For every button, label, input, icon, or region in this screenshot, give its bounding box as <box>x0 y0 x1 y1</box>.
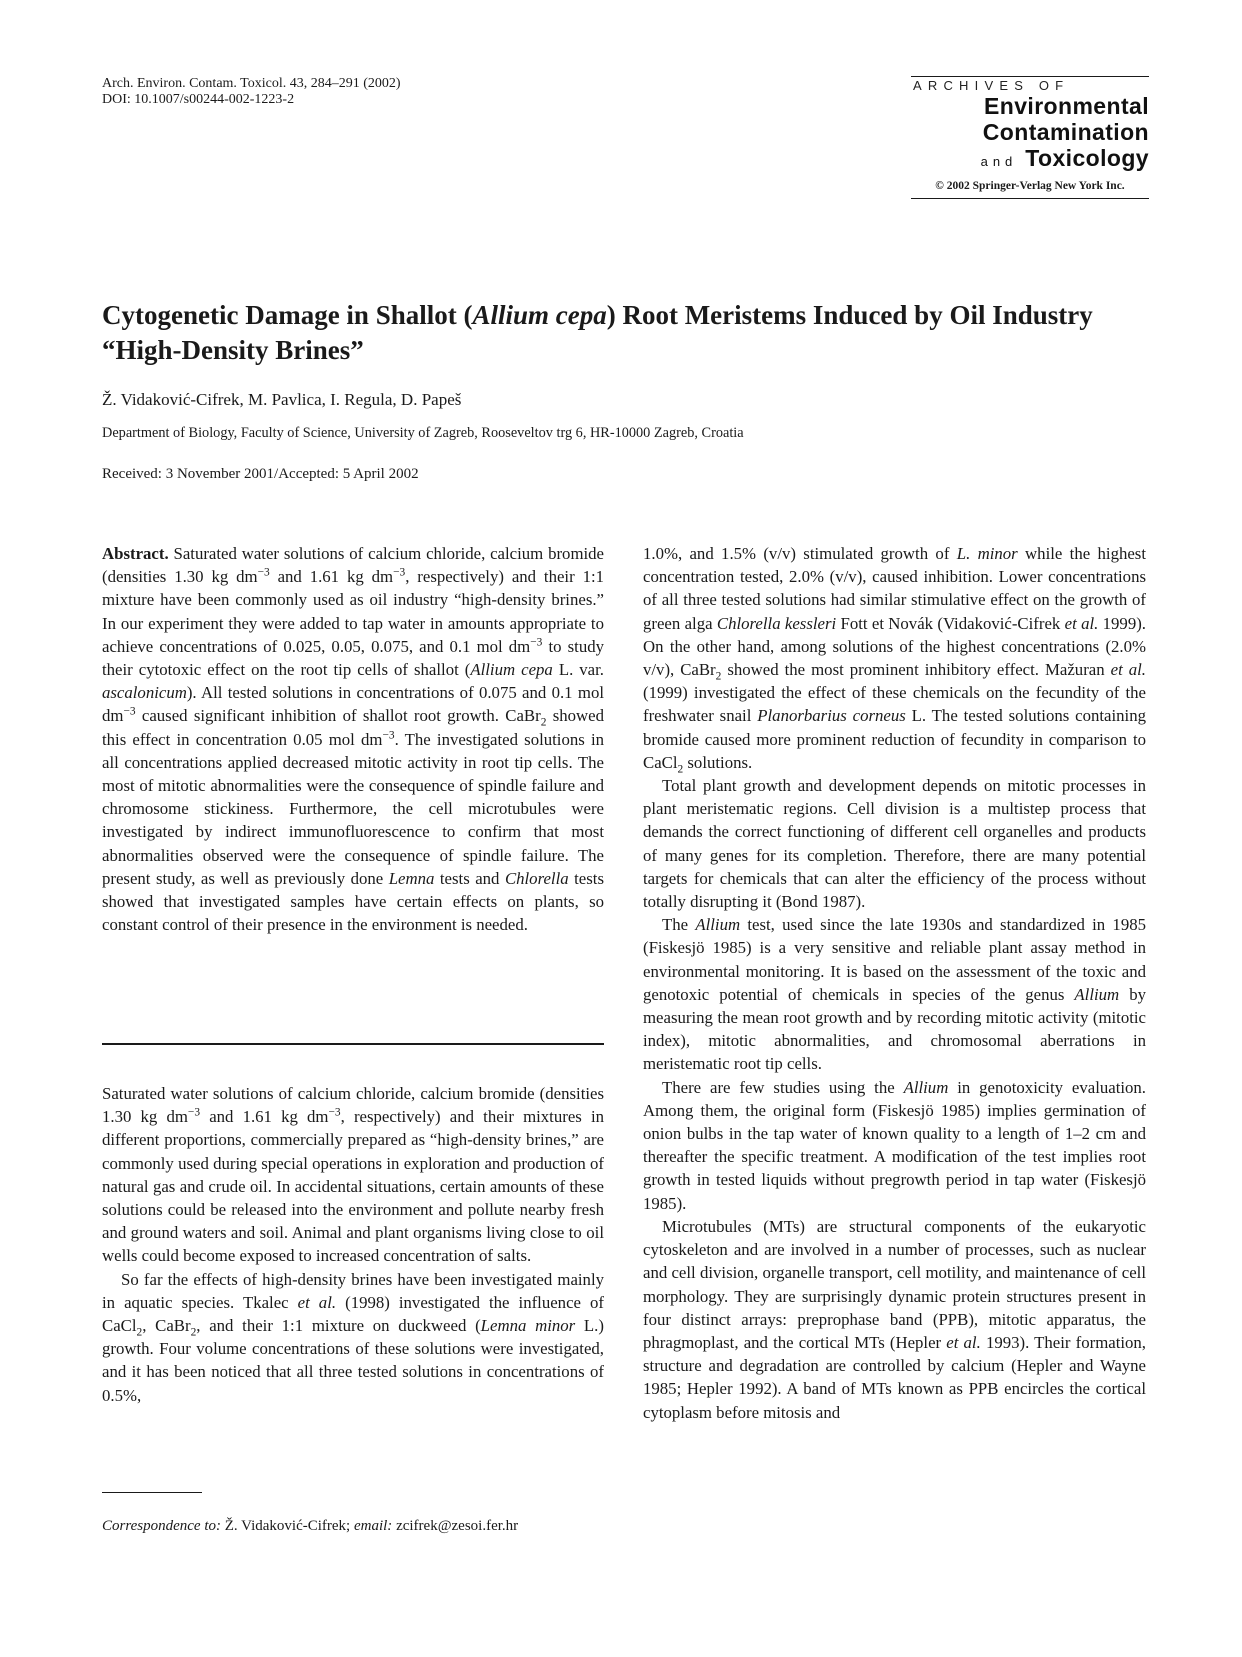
right-column <box>643 542 1146 1424</box>
superscript: −3 <box>382 729 395 742</box>
italic-term: Allium <box>695 915 741 935</box>
superscript: −3 <box>393 566 406 579</box>
body-text: 1993). Their formation, structure and degradation are controlled by calcium (Hepler and Wayne 1985; Hepler 1992). A band of MTs known as PPB encircles the cortical cytoplasm before mitosis and <box>643 1332 1147 1422</box>
right-paragraph-3 <box>643 913 1146 1075</box>
logo-word-toxicology: Toxicology <box>1025 145 1149 171</box>
superscript: −3 <box>123 705 136 718</box>
body-text: showed the most prominent inhibitory effect. Mažuran <box>721 660 1111 680</box>
subscript: 2 <box>677 763 684 776</box>
footnote-rule <box>102 1492 202 1493</box>
body-text: There are few studies using the <box>662 1077 904 1097</box>
italic-term: Lemna minor <box>480 1316 576 1336</box>
body-text: Fott et Novák (Vidaković-Cifrek <box>836 613 1065 633</box>
abstract <box>102 542 604 936</box>
body-text: in genotoxicity evaluation. Among them, the original form (Fiskesjö 1985) implies germination of onion bulbs in the tap water of known quality to a length of 1–2 cm and thereafter the specific treatment. A modification of the test implies root growth in tested liquids without pregrowth period in tap water (Fiskesjö 1985). <box>643 1077 1146 1213</box>
abstract-text: tests and <box>434 868 505 888</box>
abstract-text: ). All tested solutions in concentrations of 0.075 and 0.1 mol dm <box>102 683 604 726</box>
italic-term: Allium <box>1074 984 1120 1004</box>
body-text: , respectively) and their mixtures in different proportions, commercially prepared as “high-density brines,” are commonly used during special operations in exploration and production of natural gas and crude oil. In accidental situations, certain amounts of these solutions could be released into the environment and pollute nearby fresh and ground waters and soil. Animal and plant organisms living close to oil wells could become exposed to increased concentration of salts. <box>102 1107 605 1266</box>
abstract-label: Abstract. <box>102 544 169 563</box>
affiliation: Department of Biology, Faculty of Science, University of Zagreb, Rooseveltov trg 6, HR-10000 Zagreb, Croatia <box>102 425 744 441</box>
subscript: 2 <box>715 670 722 683</box>
abstract-text: caused significant inhibition of shallot root growth. CaBr <box>135 706 541 726</box>
body-text: , and their 1:1 mixture on duckweed ( <box>196 1316 481 1336</box>
subscript: 2 <box>190 1326 197 1339</box>
author-list: Ž. Vidaković-Cifrek, M. Pavlica, I. Regula, D. Papeš <box>102 390 462 409</box>
italic-term: Allium cepa <box>470 660 553 680</box>
right-paragraph-4 <box>643 1076 1146 1215</box>
italic-term: et al. <box>1110 660 1146 680</box>
italic-term: Lemna <box>388 868 435 888</box>
citation-journal-line: Arch. Environ. Contam. Toxicol. 43, 284–291 (2002) <box>102 76 401 91</box>
superscript: −3 <box>530 636 543 649</box>
received-dates: Received: 3 November 2001/Accepted: 5 April 2002 <box>102 466 419 482</box>
body-text: (1998) investigated the influence of CaCl <box>102 1292 604 1336</box>
italic-term: Chlorella <box>504 868 569 888</box>
body-text: 1.0%, and 1.5% (v/v) stimulated growth of <box>643 544 957 563</box>
italic-term: et al. <box>297 1292 337 1312</box>
italic-term: et al. <box>1064 613 1099 633</box>
abstract-text: showed this effect in concentration 0.05 mol dm <box>102 706 604 749</box>
italic-term: ascalonicum <box>102 683 187 703</box>
body-text: and 1.61 kg dm <box>200 1107 329 1127</box>
body-text: test, used since the late 1930s and standardized in 1985 (Fiskesjö 1985) is a very sensitive and reliable plant assay method in environmental monitoring. It is based on the assessment of the toxic and genotoxic potential of chemicals in species of the genus <box>643 915 1146 1004</box>
body-text: L.) growth. Four volume concentrations of these solutions were investigated, and it has been noticed that all three tested solutions in concentrations of 0.5%, <box>102 1316 604 1405</box>
subscript: 2 <box>136 1326 143 1339</box>
body-text: 1999). On the other hand, among solutions of the highest concentrations (2.0% v/v), CaBr <box>643 613 1146 680</box>
citation-block <box>102 76 401 108</box>
italic-term: Planorbarius corneus <box>757 706 906 726</box>
correspondence-email: zcifrek@zesoi.fer.hr <box>392 1518 519 1534</box>
logo-word-and: and <box>980 154 1018 169</box>
article-title <box>102 298 1142 368</box>
right-paragraph-1 <box>643 542 1146 774</box>
body-text: by measuring the mean root growth and by recording mitotic activity (mitotic index), mitotic abnormalities, and chromosomal aberrations in meristematic root tip cells. <box>643 984 1146 1074</box>
italic-term: L. minor <box>956 544 1018 563</box>
abstract-text: to study their cytotoxic effect on the root tip cells of shallot ( <box>102 636 604 680</box>
abstract-text: . The investigated solutions in all concentrations applied decreased mitotic activity in root tip cells. The most of mitotic abnormalities were the consequence of spindle failure and chromosome stickiness. Furthermore, the cell microtubules were investigated by indirect immunofluorescence to confirm that most abnormalities observed were the consequence of spindle failure. The present study, as well as previously done <box>102 729 605 888</box>
body-text: (1999) investigated the effect of these chemicals on the fecundity of the freshwater snail <box>643 683 1146 726</box>
section-divider <box>102 1043 604 1045</box>
right-paragraph-5 <box>643 1215 1146 1424</box>
email-label: email: <box>353 1518 393 1534</box>
logo-series-label: ARCHIVES OF <box>913 78 1070 93</box>
body-text: So far the effects of high-density brines have been investigated mainly in aquatic species. Tkalec <box>102 1269 604 1312</box>
citation-doi: DOI: 10.1007/s00244-002-1223-2 <box>102 92 295 107</box>
copyright-notice: © 2002 Springer-Verlag New York Inc. <box>911 175 1149 199</box>
logo-word-toxicology-line <box>911 145 1149 175</box>
logo-word-contamination: Contamination <box>982 119 1149 145</box>
abstract-text: L. var. <box>552 660 604 680</box>
superscript: −3 <box>257 566 270 579</box>
subscript: 2 <box>540 716 547 729</box>
superscript: −3 <box>328 1106 341 1119</box>
body-text: Saturated water solutions of calcium chloride, calcium bromide (densities 1.30 kg dm <box>102 1084 604 1127</box>
abstract-text: tests showed that investigated samples have certain effects on plants, so constant control of their presence in the environment is needed. <box>102 868 604 935</box>
logo-word-environmental: Environmental <box>984 93 1149 119</box>
superscript: −3 <box>187 1106 201 1119</box>
introduction <box>102 1082 604 1407</box>
body-text: solutions. <box>683 752 753 772</box>
abstract-text: Saturated water solutions of calcium chloride, calcium bromide (densities 1.30 kg dm <box>102 544 604 587</box>
abstract-text: , respectively) and their 1:1 mixture have been commonly used as oil industry “high-density brines.” In our experiment they were added to tap water in amounts appropriate to achieve concentrations of 0.025, 0.05, 0.075, and 0.1 mol dm <box>102 567 605 656</box>
right-paragraph-2: Total plant growth and development depends on mitotic processes in plant meristematic regions. Cell division is a multistep process that demands the correct functioning of different cell organelles and products of many genes for its completion. Therefore, there are many potential targets for chemicals that can alter the efficiency of the process without totally disrupting it (Bond 1987). <box>643 776 1146 912</box>
abstract-paragraph <box>102 542 604 936</box>
correspondence-footnote <box>102 1518 604 1535</box>
journal-logo <box>911 76 1149 199</box>
footnote-label: Correspondence to: <box>102 1518 222 1534</box>
italic-term: Allium <box>903 1077 949 1097</box>
title-text-end: ) Root Meristems Induced by Oil Industry “High-Density Brines” <box>102 300 1093 365</box>
intro-paragraph-2 <box>102 1268 604 1407</box>
body-text: L. The tested solutions containing bromide caused more prominent reduction of fecundity in comparison to CaCl <box>643 706 1146 772</box>
intro-paragraph-1 <box>102 1082 604 1268</box>
title-text-start: Cytogenetic Damage in Shallot ( <box>102 300 473 330</box>
logo-top-rule <box>911 76 1149 77</box>
body-text: Microtubules (MTs) are structural components of the eukaryotic cytoskeleton and are involved in a number of processes, such as nuclear and cell division, organelle transport, cell motility, and maintenance of cell morphology. They are surprisingly dynamic protein structures present in four distinct arrays: preprophase band (PPB), mitotic apparatus, the phragmoplast, and the cortical MTs (Hepler <box>643 1216 1146 1352</box>
italic-term: et al. <box>946 1332 981 1352</box>
title-species-name: Allium cepa <box>472 300 607 330</box>
body-text: , CaBr <box>142 1316 191 1336</box>
body-text: while the highest concentration tested, 2.0% (v/v), caused inhibition. Lower concentrations of all three tested solutions had similar stimulative effect on the growth of green alga <box>643 544 1146 633</box>
abstract-text: and 1.61 kg dm <box>269 567 394 587</box>
footnote-name: Ž. Vidaković-Cifrek; <box>221 1518 354 1534</box>
italic-term: Chlorella kessleri <box>716 613 837 633</box>
body-text: The <box>662 915 696 935</box>
